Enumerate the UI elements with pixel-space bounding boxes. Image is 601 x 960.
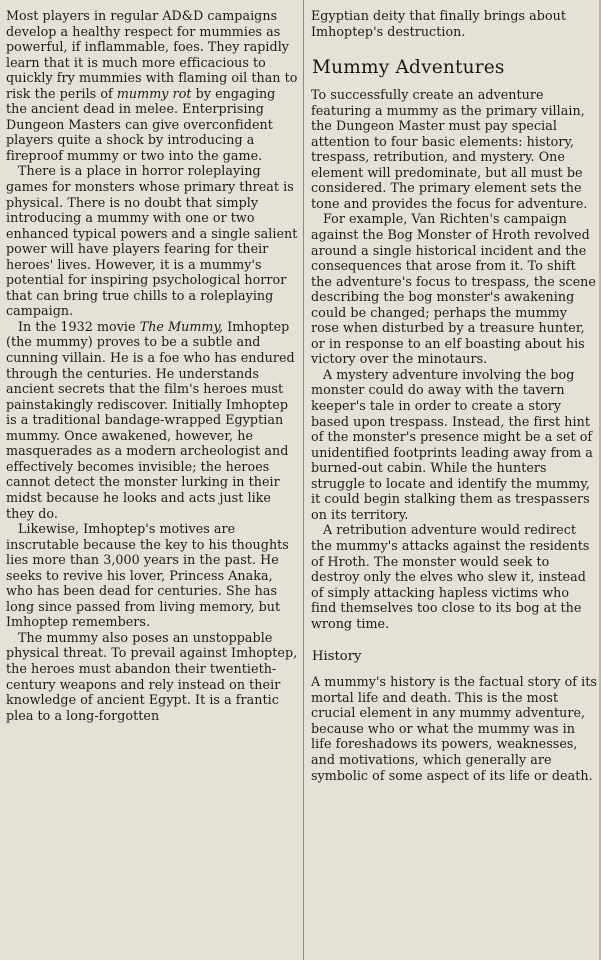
- paragraph-horror-roleplaying: There is a place in horror roleplaying games for monsters whose primary threat is physical. There is no doubt that simply introducing a mummy with one or two enhanced typical powers and a single salient power will have players fearing for their heroes' lives. However, it is a mummy's potential for inspiring psychological horror that can bring true chills to a roleplaying campaign.: [6, 163, 298, 319]
- paragraph-1932-movie: In the 1932 movie The Mummy, Imhoptep (the mummy) proves to be a subtle and cunning villain. He is a foe who has endured through the centuries. He understands ancient secrets that the film's heroes must painstakingly rediscover. Initially Imhoptep is a traditional bandage-wrapped Egyptian mummy. Once awakened, however, he masquerades as a modern archeologist and effectively becomes invisible; the heroes cannot detect the monster lurking in their midst because he looks and acts just like they do.: [6, 318, 295, 521]
- paragraph-history-definition: A mummy's history is the factual story of its mortal life and death. This is the most crucial element in any mummy adventure, because who or what the mummy was in life foreshadows its powers, weaknesses, and motivations, which generally are symbolic of some aspect of its life or death.: [311, 674, 597, 783]
- paragraph-mummies-foes: Most players in regular AD&D campaigns develop a healthy respect for mummies as powerful, if inflammable, foes. They rapidly learn that it is much more efficacious to quickly fry mummies with flaming oil than to risk the perils of mummy rot by engaging the ancient dead in melee. Enterprising Dungeon Masters can give overconfident players quite a shock by introducing a fireproof mummy or two into the game.: [6, 8, 298, 163]
- paragraph-physical-threat: The mummy also poses an unstoppable physical threat. To prevail against Imhoptep, the heroes must abandon their twentieth-century weapons and rely instead on their knowledge of ancient Egypt. It is a frantic plea to a long-forgotten: [6, 629, 298, 723]
- paragraph-mystery-adventure: A mystery adventure involving the bog monster could do away with the tavern keeper's tale in order to create a story based upon trespass. Instead, the first hint of the monster's presence might be a set of unidentified footprints leading away from a burned-out cabin. While the hunters struggle to locate and identify the mummy, it could begin stalking them as trespassers on its territory.: [311, 366, 593, 522]
- paragraph-van-richten-example: For example, Van Richten's campaign against the Bog Monster of Hroth revolved around a single historical incident and the consequences that arose from it. To shift the adventure's focus to trespass, the scene describing the bog monster's awakening could be changed; perhaps the mummy rose when disturbed by a treasure hunter, or in response to an elf boasting about his victory over the minotaurs.: [311, 211, 596, 367]
- right-column: [311, 8, 597, 783]
- paragraph-four-elements: To successfully create an adventure featuring a mummy as the primary villain, the Dungeon Master must pay special attention to four basic elements: history, trespass, retribution, and mystery. One element will predominate, but all must be considered. The primary element sets the tone and provides the focus for adventure.: [311, 87, 588, 211]
- paragraph-retribution-adventure: A retribution adventure would redirect the mummy's attacks against the residents of Hroth. The monster would seek to destroy only the elves who slew it, instead of simply attacking hapless victims who find themselves too close to its bog at the wrong time.: [311, 522, 590, 631]
- paragraph-continuation: Egyptian deity that finally brings about Imhoptep's destruction.: [311, 8, 567, 39]
- column-divider: [303, 0, 304, 960]
- left-column: [6, 8, 299, 723]
- paragraph-imhoptep-motives: Likewise, Imhoptep's motives are inscrutable because the key to his thoughts lies more than 3,000 years in the past. He seeks to revive his lover, Princess Anaka, who has been dead for centuries. She has long since passed from living memory, but Imhoptep remembers.: [6, 521, 289, 630]
- heading-history: History: [312, 649, 362, 665]
- heading-mummy-adventures: Mummy Adventures: [312, 57, 505, 79]
